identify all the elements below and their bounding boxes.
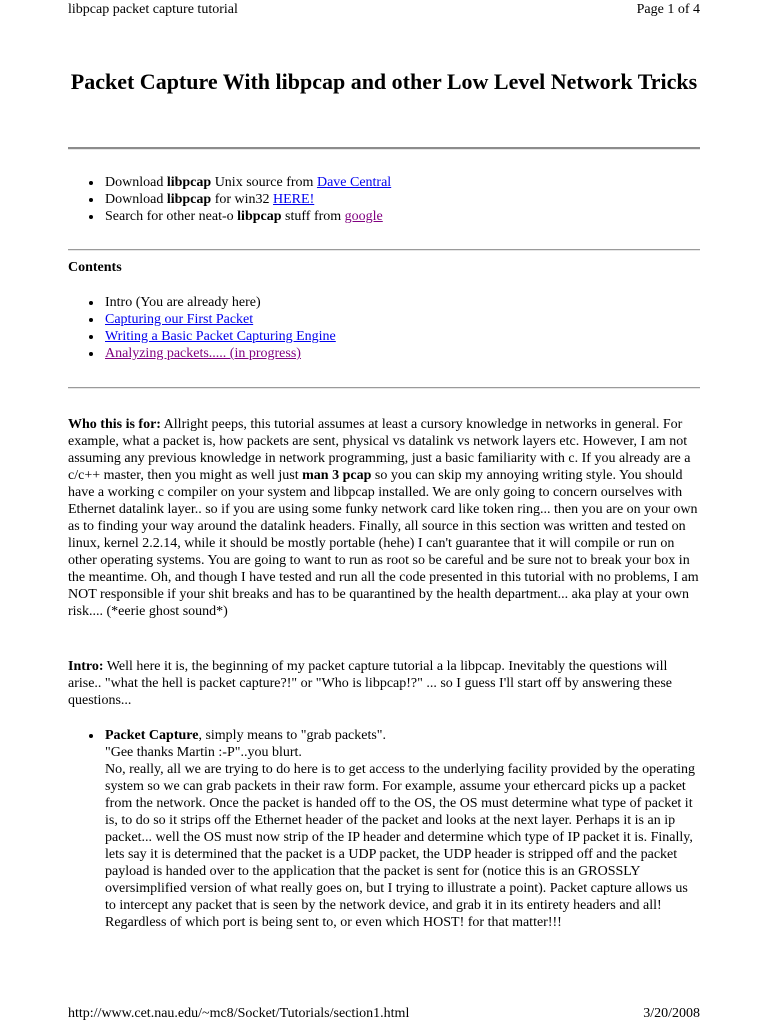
definitions-list: [68, 727, 702, 931]
contents-item: [105, 345, 702, 362]
contents-section: [68, 259, 702, 276]
packet-capture-section: [68, 727, 702, 931]
header-page-number: Page 1 of 4: [636, 2, 700, 17]
intro-paragraph: Intro: Well here it is, the beginning of my packet capture tutorial a la libpcap. Inevitably the questions will arise.. "what the hell is packet capture?!" or "Who is libpcap!?" ... so I guess I'll start off by answering these questions...: [68, 659, 672, 708]
packet-capture-term: Packet Capture: [105, 728, 199, 743]
footer-url: http://www.cet.nau.edu/~mc8/Socket/Tutorials/section1.html: [68, 1006, 410, 1021]
download-item: Search for other neat-o libpcap stuff from google: [105, 208, 702, 225]
contents-list: [68, 294, 702, 362]
contents-item: [105, 328, 702, 345]
contents-item: [105, 311, 702, 328]
contents-heading: Contents: [68, 260, 122, 275]
section-divider: [68, 249, 700, 251]
footer-date: 3/20/2008: [643, 1006, 700, 1021]
page-header: [68, 0, 700, 20]
contents-link-first-packet[interactable]: Capturing our First Packet: [105, 312, 254, 327]
contents-link-analyzing[interactable]: Analyzing packets..... (in progress): [105, 346, 301, 361]
who-section: [68, 416, 702, 620]
contents-list-block: [68, 294, 702, 362]
who-paragraph: Who this is for: Allright peeps, this tutorial assumes at least a cursory knowledge in networks in general. For example, what a packet is, how packets are sent, physical vs datalink vs network layers etc. However, I am not assuming any previous knowledge in network programming, just a basic familiarity with c. If you already are a c/c++ master, then you might as well just man 3 pcap so you can skip my annoying writing style. You should have a working c compiler on your system and libpcap installed. We are only going to concern ourselves with Ethernet datalink layer.. so if you are using some funky network card like token ring... then you are on your own as to finding your way around the datalink headers. Finally, all source in this section was written and tested on linux, kernel 2.2.14, while it should be mostly portable (hehe) I can't guarantee that it will compile or run on other operating systems. You are going to want to run as root so be careful and be sure not to break your box in the meantime. Oh, and though I have tested and run all the code presented in this tutorial with no problems, I am NOT responsible if your shit breaks and has to be quarantined by the health department... aka play at your own risk.... (*eerie ghost sound*): [68, 417, 699, 619]
packet-capture-quip: "Gee thanks Martin :-P"..you blurt.: [105, 745, 302, 760]
downloads-list: [68, 174, 702, 225]
contents-intro-text: Intro (You are already here): [105, 295, 261, 310]
download-item: Download libpcap for win32 HERE!: [105, 191, 702, 208]
packet-capture-item: Packet Capture, simply means to "grab packets". "Gee thanks Martin :-P"..you blurt. No, really, all we are trying to do here is to get access to the underlying facility provided by the operating system so we can grab packets in their raw form. For example, assume your ethercard picks up a packet from the network. Once the packet is handed off to the OS, the OS must determine what type of packet it is, to do so it strips off the Ethernet header of the packet and looks at the next layer. Perhaps it is an ip packet... well the OS must now strip of the IP header and determine which type of IP packet it is. Finally, lets say it is determined that the packet is a UDP packet, the UDP header is stripped off and the packet payload is handed over to the application that the packet is sent for (notice this is an GROSSLY oversimplified version of what really goes on, but I trying to illustrate a point). Packet capture allows us to intercept any packet that is seen by the network device, and grab it in its entirety headers and all! Regardless of which port is being sent to, or even which HOST! for that matter!!!: [105, 727, 702, 931]
header-doc-name: libpcap packet capture tutorial: [68, 2, 238, 17]
man-pcap-command: man 3 pcap: [302, 468, 372, 483]
contents-item: [105, 294, 702, 311]
downloads-section: [68, 174, 702, 225]
packet-capture-body: No, really, all we are trying to do here is to get access to the underlying facility provided by the operating system so we can grab packets in their raw form. For example, assume your ethercard picks up a packet from the network. Once the packet is handed off to the OS, the OS must determine what type of packet it is, to do so it strips off the Ethernet header of the packet and looks at the next layer. Perhaps it is an ip packet... well the OS must now strip of the IP header and determine which type of IP packet it is. Finally, lets say it is determined that the packet is a UDP packet, the UDP header is stripped off and the packet payload is handed over to the application that the packet is sent for (notice this is an GROSSLY oversimplified version of what really goes on, but I trying to illustrate a point). Packet capture allows us to intercept any packet that is seen by the network device, and grab it in its entirety headers and all! Regardless of which port is being sent to, or even which HOST! for that matter!!!: [105, 762, 696, 930]
contents-link-capturing-engine[interactable]: Writing a Basic Packet Capturing Engine: [105, 329, 336, 344]
title-divider: [68, 147, 700, 150]
page-footer: [68, 1004, 700, 1024]
page-title: Packet Capture With libpcap and other Low Level Network Tricks: [70, 69, 698, 94]
section-divider: [68, 387, 700, 389]
intro-label: Intro:: [68, 659, 104, 674]
dave-central-link[interactable]: Dave Central: [316, 175, 392, 190]
google-link[interactable]: google: [344, 209, 383, 224]
download-item: Download libpcap Unix source from Dave Central: [105, 174, 702, 191]
intro-section: [68, 658, 702, 709]
win32-here-link[interactable]: HERE!: [273, 192, 315, 207]
who-label: Who this is for:: [68, 417, 161, 432]
